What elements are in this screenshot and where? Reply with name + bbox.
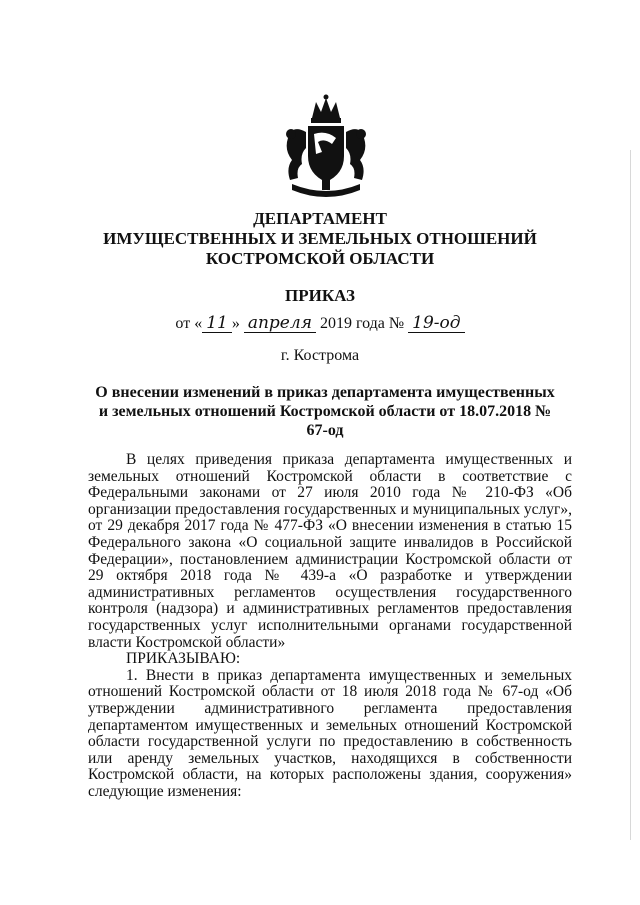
- coat-of-arms-icon: [278, 94, 374, 204]
- order-year: 2019 года №: [319, 315, 405, 332]
- order-body: [88, 452, 572, 800]
- order-day: 11: [202, 314, 232, 333]
- body-paragraph-preamble: В целях приведения приказа департамента имущественных и земельных отношений Костромской области в соответствие с Федеральными законами от 27 июля 2010 года № 210-ФЗ «Об организации предоставления государственных и муниципальных услуг», от 29 декабря 2017 года № 477-ФЗ «О внесении изменения в статью 15 Федерального закона «О социальной защите инвалидов в Российской Федерации», постановлением администрации Костромской области от 29 октября 2018 года № 439-а «О разработке и утверждении административных регламентов осуществления государственного контроля (надзора) и административных регламентов предоставления государственных услуг исполнительными органами государственной власти Костромской области»: [88, 451, 572, 651]
- department-title-line1: ДЕПАРТАМЕНТ: [253, 209, 387, 228]
- order-month: апреля: [244, 314, 316, 333]
- scan-edge-line: [630, 150, 631, 840]
- date-prefix: от «: [175, 315, 203, 332]
- order-date-line: [0, 314, 640, 333]
- order-title: ПРИКАЗ: [285, 286, 355, 305]
- department-title-line3: КОСТРОМСКОЙ ОБЛАСТИ: [205, 249, 435, 268]
- body-paragraph-item-1: 1. Внести в приказ департамента имущественных и земельных отношений Костромской области от 18 июля 2018 года № 67-од «Об утверждении административного регламента предоставления департаментом имущественных и земельных отношений Костромской области государственной услуги по предоставлению в собственность или аренду земельных участков, находящихся в собственности Костромской области, на которых расположены здания, сооружения» следующие изменения:: [88, 666, 572, 800]
- order-city: г. Кострома: [280, 347, 360, 364]
- order-command-word: ПРИКАЗЫВАЮ:: [126, 650, 241, 668]
- order-number: 19-од: [408, 314, 464, 333]
- date-mid: »: [231, 315, 240, 332]
- department-title-line2: ИМУЩЕСТВЕННЫХ И ЗЕМЕЛЬНЫХ ОТНОШЕНИЙ: [103, 229, 537, 248]
- order-subject: О внесении изменений в приказ департамента имущественных и земельных отношений Костромской области от 18.07.2018 № 67-од: [95, 384, 555, 439]
